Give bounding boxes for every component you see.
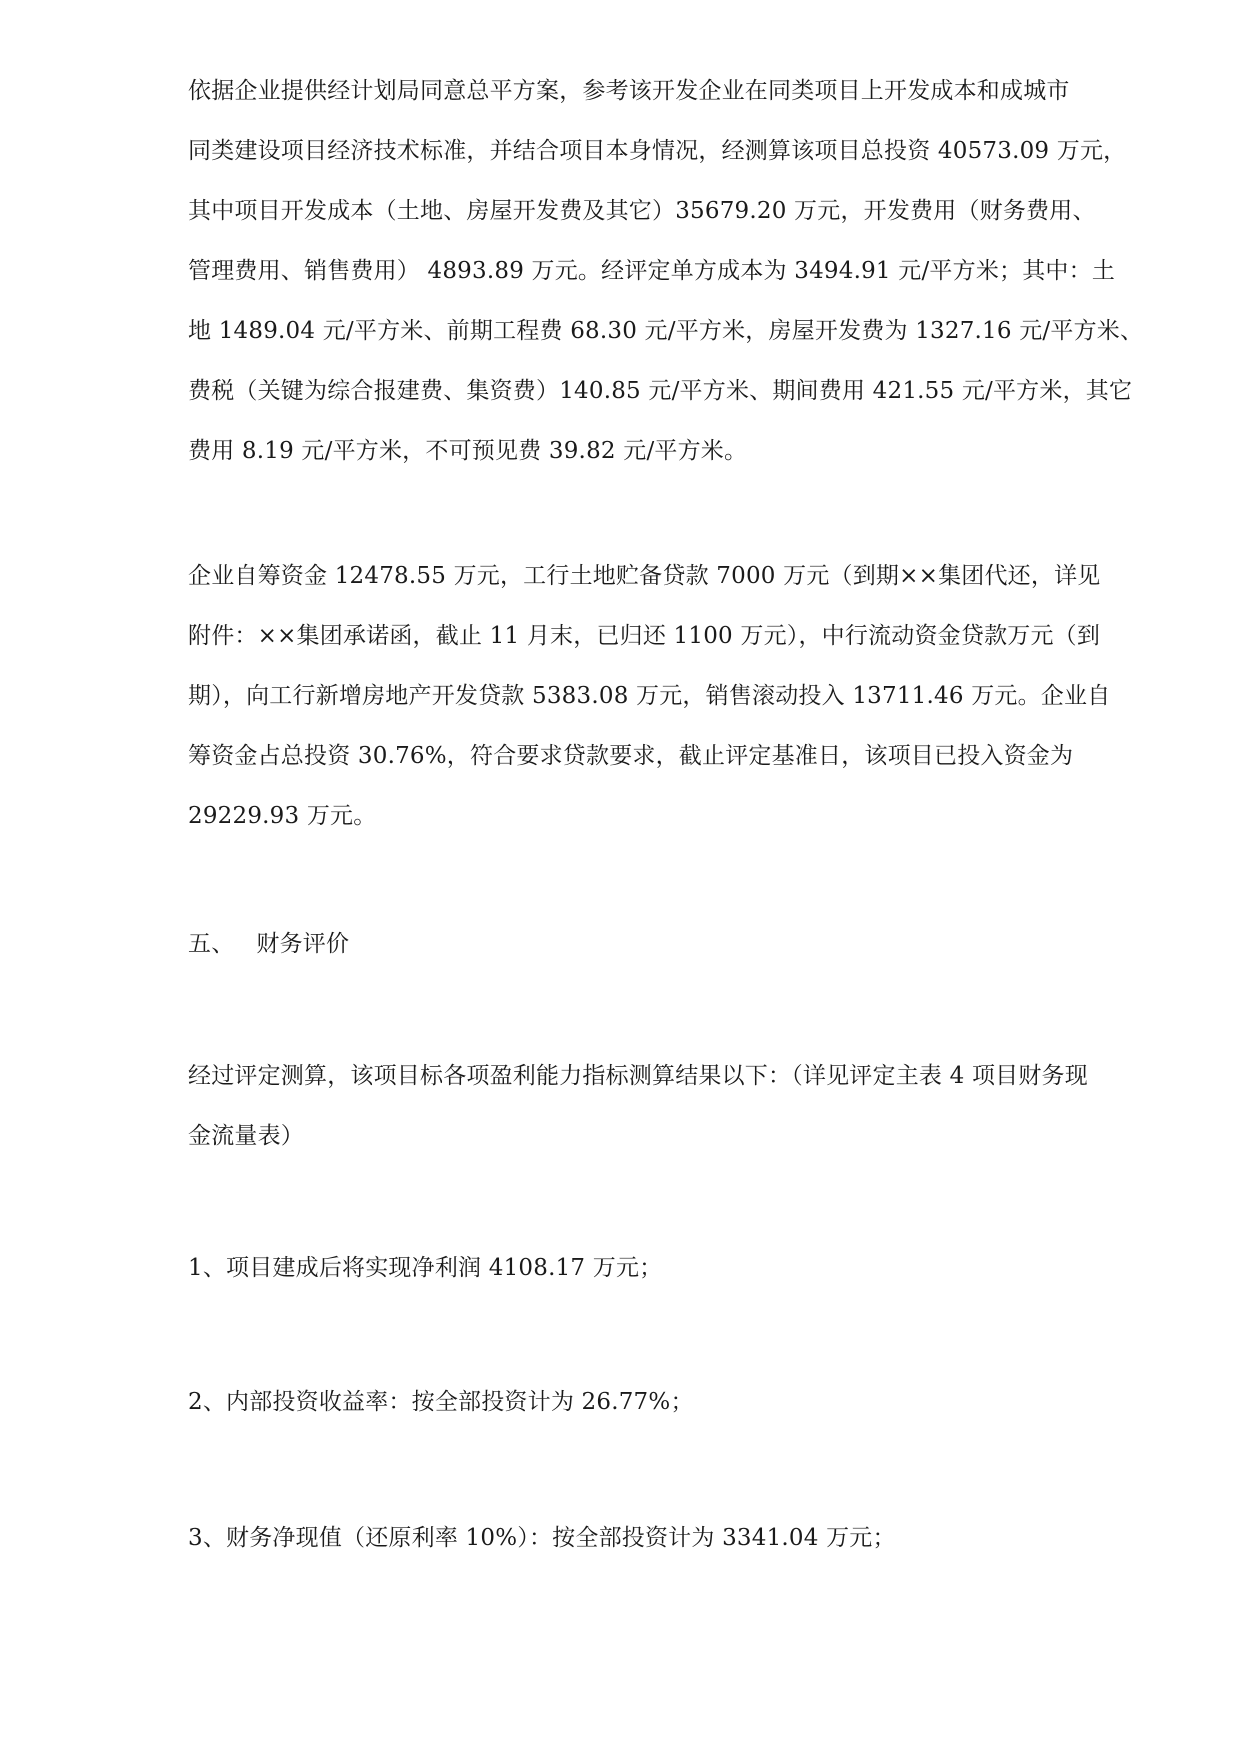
paragraph-line: 经过评定测算，该项目标各项盈利能力指标测算结果以下：（详见评定主表 4 项目财务现 — [188, 1063, 1088, 1089]
paragraph-line: 费税（关键为综合报建费、集资费）140.85 元/平方米、期间费用 421.55 元/平方米，其它 — [188, 378, 1133, 404]
cost-analysis-paragraph — [188, 61, 1148, 481]
funding-paragraph — [188, 546, 1148, 846]
list-item-text: 2、内部投资收益率：按全部投资计为 26.77%； — [188, 1389, 694, 1415]
section-title: 财务评价 — [256, 931, 350, 957]
section-heading-line — [188, 914, 1148, 974]
paragraph-line: 金流量表） — [188, 1123, 304, 1149]
paragraph-line: 企业自筹资金 12478.55 万元，工行土地贮备贷款 7000 万元（到期××集团代还，详见 — [188, 563, 1101, 589]
list-item-text: 3、财务净现值（还原利率 10%）：按全部投资计为 3341.04 万元； — [188, 1525, 896, 1551]
section-number: 五、 — [188, 931, 235, 957]
evaluation-intro-paragraph — [188, 1046, 1148, 1166]
paragraph-line: 地 1489.04 元/平方米、前期工程费 68.30 元/平方米，房屋开发费为 1327.16 元/平方米、 — [188, 318, 1144, 344]
paragraph-line: 依据企业提供经计划局同意总平方案，参考该开发企业在同类项目上开发成本和成城市 — [188, 78, 1070, 104]
paragraph-line: 其中项目开发成本（土地、房屋开发费及其它）35679.20 万元，开发费用（财务费用、 — [188, 198, 1096, 224]
paragraph-line: 筹资金占总投资 30.76%，符合要求贷款要求，截止评定基准日，该项目已投入资金为 — [188, 743, 1074, 769]
paragraph-line: 管理费用、销售费用） 4893.89 万元。经评定单方成本为 3494.91 元/平方米；其中：土 — [188, 258, 1116, 284]
paragraph-line: 费用 8.19 元/平方米，不可预见费 39.82 元/平方米。 — [188, 438, 748, 464]
list-item — [188, 1238, 1148, 1298]
paragraph-line: 29229.93 万元。 — [188, 803, 377, 829]
section-heading — [188, 914, 1148, 974]
list-item — [188, 1508, 1148, 1568]
paragraph-line: 同类建设项目经济技术标准，并结合项目本身情况，经测算该项目总投资 40573.09 万元， — [188, 138, 1127, 164]
list-item — [188, 1372, 1148, 1432]
paragraph-line: 期），向工行新增房地产开发贷款 5383.08 万元，销售滚动投入 13711.46 万元。企业自 — [188, 683, 1111, 709]
list-item-text: 1、项目建成后将实现净利润 4108.17 万元； — [188, 1255, 663, 1281]
paragraph-line: 附件：××集团承诺函，截止 11 月末，已归还 1100 万元），中行流动资金贷款万元（到 — [188, 623, 1101, 649]
